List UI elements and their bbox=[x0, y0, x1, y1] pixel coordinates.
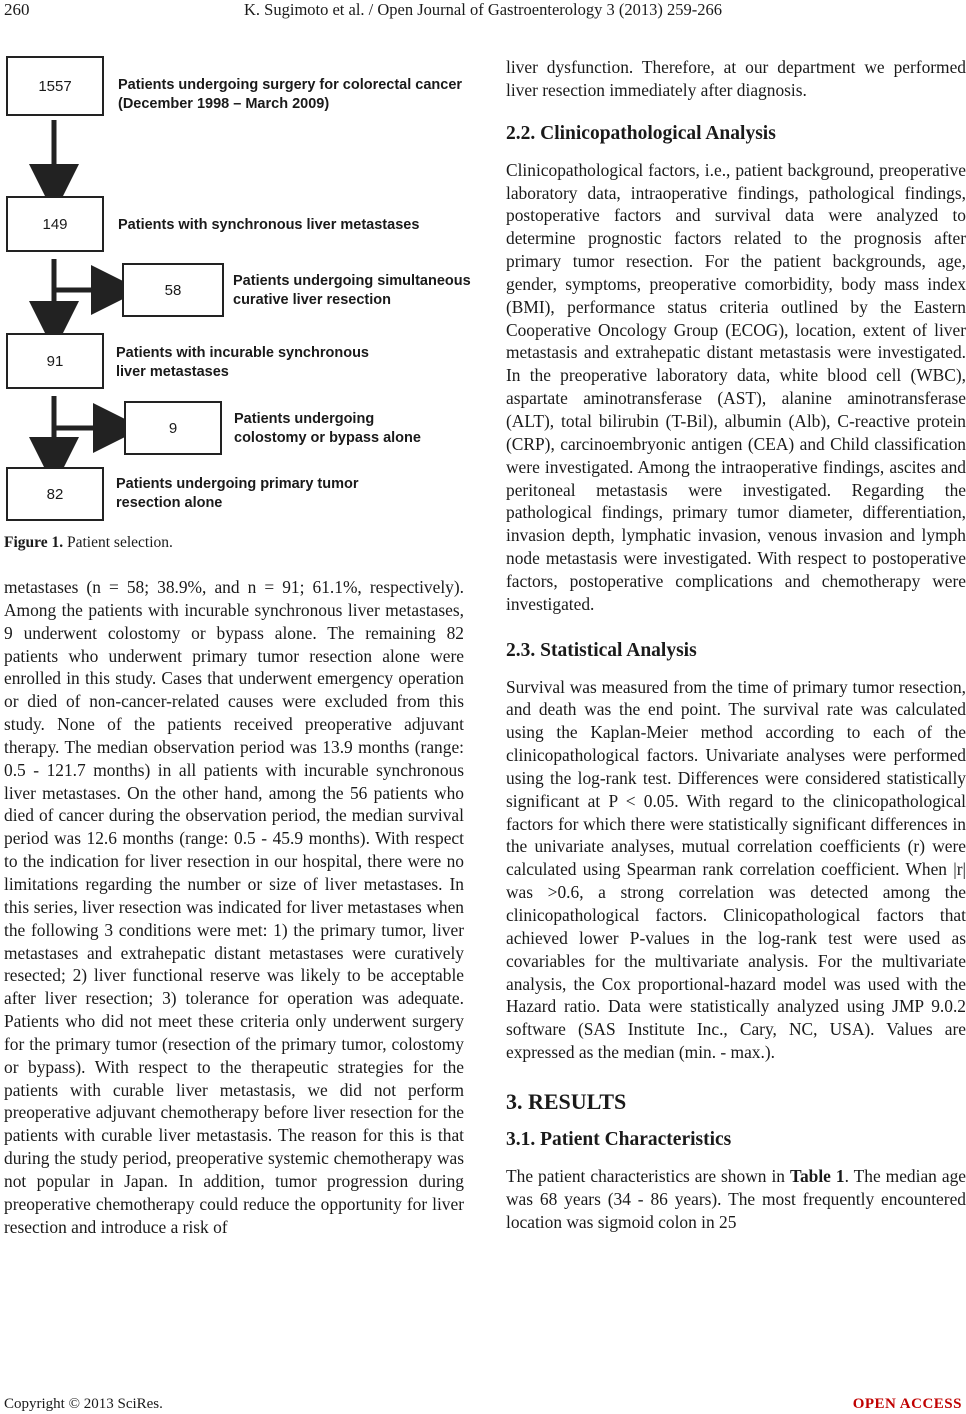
box-label: Patients undergoing colostomy or bypass alone bbox=[234, 411, 421, 446]
box-number: 82 bbox=[46, 485, 64, 503]
box-9 bbox=[124, 401, 222, 455]
box-label: Patients undergoing surgery for colorectal cancer (December 1998 – March 2009) bbox=[118, 77, 463, 112]
body-paragraph: metastases (n = 58; 38.9%, and n = 91; 61.1%, respectively). Among the patients with incurable synchronous liver metastases, 9 underwent colostomy or bypass alone. The remaining 82 patients who underwent primary tumor resection alone were enrolled in this study. Cases that underwent emergency operation or died of non-cancer-related causes were excluded from this study. None of the patients received preoperative adjuvant therapy. The median observation period was 13.9 months (range: 0.5 - 121.7 months) in all patients with incurable synchronous liver metastases. On the other hand, among the 56 patients who died of cancer during the observation period, the median survival period was 12.6 months (range: 0.5 - 45.9 months). With respect to the indication for liver resection in our hospital, there were no limitations regarding the number or size of liver metastases. In this series, liver resection was indicated for liver metastases when the following 3 conditions were met: 1) the primary tumor, liver metastases and extrahepatic distant metastases were curatively resected; 2) liver functional reserve was likely to be acceptable after liver resection; 3) tolerance for operation was adequate. Patients who did not meet these criteria only underwent surgery for the primary tumor (resection of the primary tumor, colostomy or bypass). With respect to the therapeutic strategies for the patients with curable liver metastasis, we did not perform preoperative adjuvant chemotherapy before liver resection for the patients with curable liver metastasis. The reason for this is that during the study period, preoperative systemic chemotherapy was not popular in Japan. In addition, tumor progression during preoperative chemotherapy could reduce the opportunity for liver resection and introduce a risk of bbox=[4, 577, 464, 1237]
box-number: 149 bbox=[42, 215, 68, 233]
table-reference: Table 1 bbox=[789, 1165, 845, 1186]
box-label: Patients undergoing primary tumor resection alone bbox=[116, 476, 359, 511]
copyright-notice: Copyright © 2013 SciRes. bbox=[4, 1396, 163, 1412]
body-paragraph: liver dysfunction. Therefore, at our department we performed liver resection immediately after diagnosis. bbox=[506, 57, 966, 100]
page-number: 260 bbox=[4, 0, 30, 19]
right-column bbox=[506, 56, 966, 1233]
body-paragraph bbox=[506, 1165, 966, 1234]
box-number: 1557 bbox=[38, 77, 72, 95]
body-paragraph: Clinicopathological factors, i.e., patient background, preoperative laboratory data, intraoperative findings, pathological findings, postoperative factors and survival data were analyzed to determine prognostic factors related to the prognosis after primary tumor resection. For the patient backgrounds, age, gender, symptoms, preoperative comorbidity, body mass index (BMI), performance status criteria outlined by the Eastern Cooperative Oncology Group (ECOG), location, extent of liver metastasis and extrahepatic distant metastasis were investigated. In the preoperative laboratory data, white blood cell (WBC), aspartate aminotransferase (AST), alanine aminotransferase (ALT), total bilirubin (T-Bil), albumin (Alb), C-reactive protein (CRP), carcinoembryonic antigen (CEA) and Child classification were investigated. Among the intraoperative findings, ascites and peritoneal metastasis were investigated. Regarding the pathological findings, primary tumor diameter, differentiation, invasion depth, lymphatic invasion, venous invasion and lymph node metastasis were investigated. With respect to postoperative factors, postoperative complications and chemotherapy were investigated. bbox=[506, 159, 966, 614]
box-1557 bbox=[6, 56, 104, 116]
body-paragraph: Survival was measured from the time of primary tumor resection, and death was the end point. The survival rate was calculated using the Kaplan-Meier method according to each of the clinicopathological factors. Univariate analyses were performed using the log-rank test. Differences were considered statistically significant at P < 0.05. With regard to the clinicopathological factors for which there were statistically significant differences in the univariate analyses, mutual correlation coefficients (r) were calculated using Spearman rank correlation coefficient. When |r| was >0.6, a strong correlation was detected among the clinicopathological factors. Clinicopathological factors that achieved lower P-values in the log-rank test were used as covariables for the multivariate analysis. For the multivariate analysis, the Cox proportional-hazard model was used with the Hazard ratio. Data were statistically analyzed using JMP 9.0.2 software (SAS Institute Inc., Cary, NC, USA). Values are expressed as the median (min. - max.). bbox=[506, 676, 966, 1063]
figure-caption bbox=[4, 534, 173, 552]
box-number: 58 bbox=[164, 281, 182, 299]
running-head: K. Sugimoto et al. / Open Journal of Gastroenterology 3 (2013) 259-266 bbox=[244, 0, 722, 19]
left-column bbox=[4, 576, 464, 1238]
section-heading: 2.3. Statistical Analysis bbox=[506, 639, 697, 661]
section-heading: 2.2. Clinicopathological Analysis bbox=[506, 122, 776, 144]
box-number: 9 bbox=[168, 419, 178, 437]
box-91 bbox=[6, 333, 104, 389]
box-149 bbox=[6, 196, 104, 252]
text-run: The patient characteristics are shown in bbox=[506, 1165, 790, 1186]
patient-selection-flowchart bbox=[0, 44, 480, 534]
box-82 bbox=[6, 467, 104, 521]
box-58 bbox=[122, 263, 224, 317]
open-access-label: OPEN ACCESS bbox=[852, 1396, 962, 1412]
figure-caption-text: Patient selection. bbox=[63, 534, 173, 551]
section-heading: 3.1. Patient Characteristics bbox=[506, 1128, 732, 1150]
box-label: Patients undergoing simultaneous curative liver resection bbox=[233, 273, 471, 308]
figure-caption-label: Figure 1. bbox=[4, 534, 64, 551]
text-run: . The median age was 68 years (34 - 86 years). The most frequently encountered location was sigmoid colon in 25 bbox=[506, 1165, 966, 1232]
box-label: Patients with synchronous liver metastases bbox=[118, 217, 420, 233]
section-heading: 3. RESULTS bbox=[506, 1088, 627, 1114]
box-number: 91 bbox=[46, 352, 64, 370]
box-label: Patients with incurable synchronous liver metastases bbox=[116, 345, 369, 380]
